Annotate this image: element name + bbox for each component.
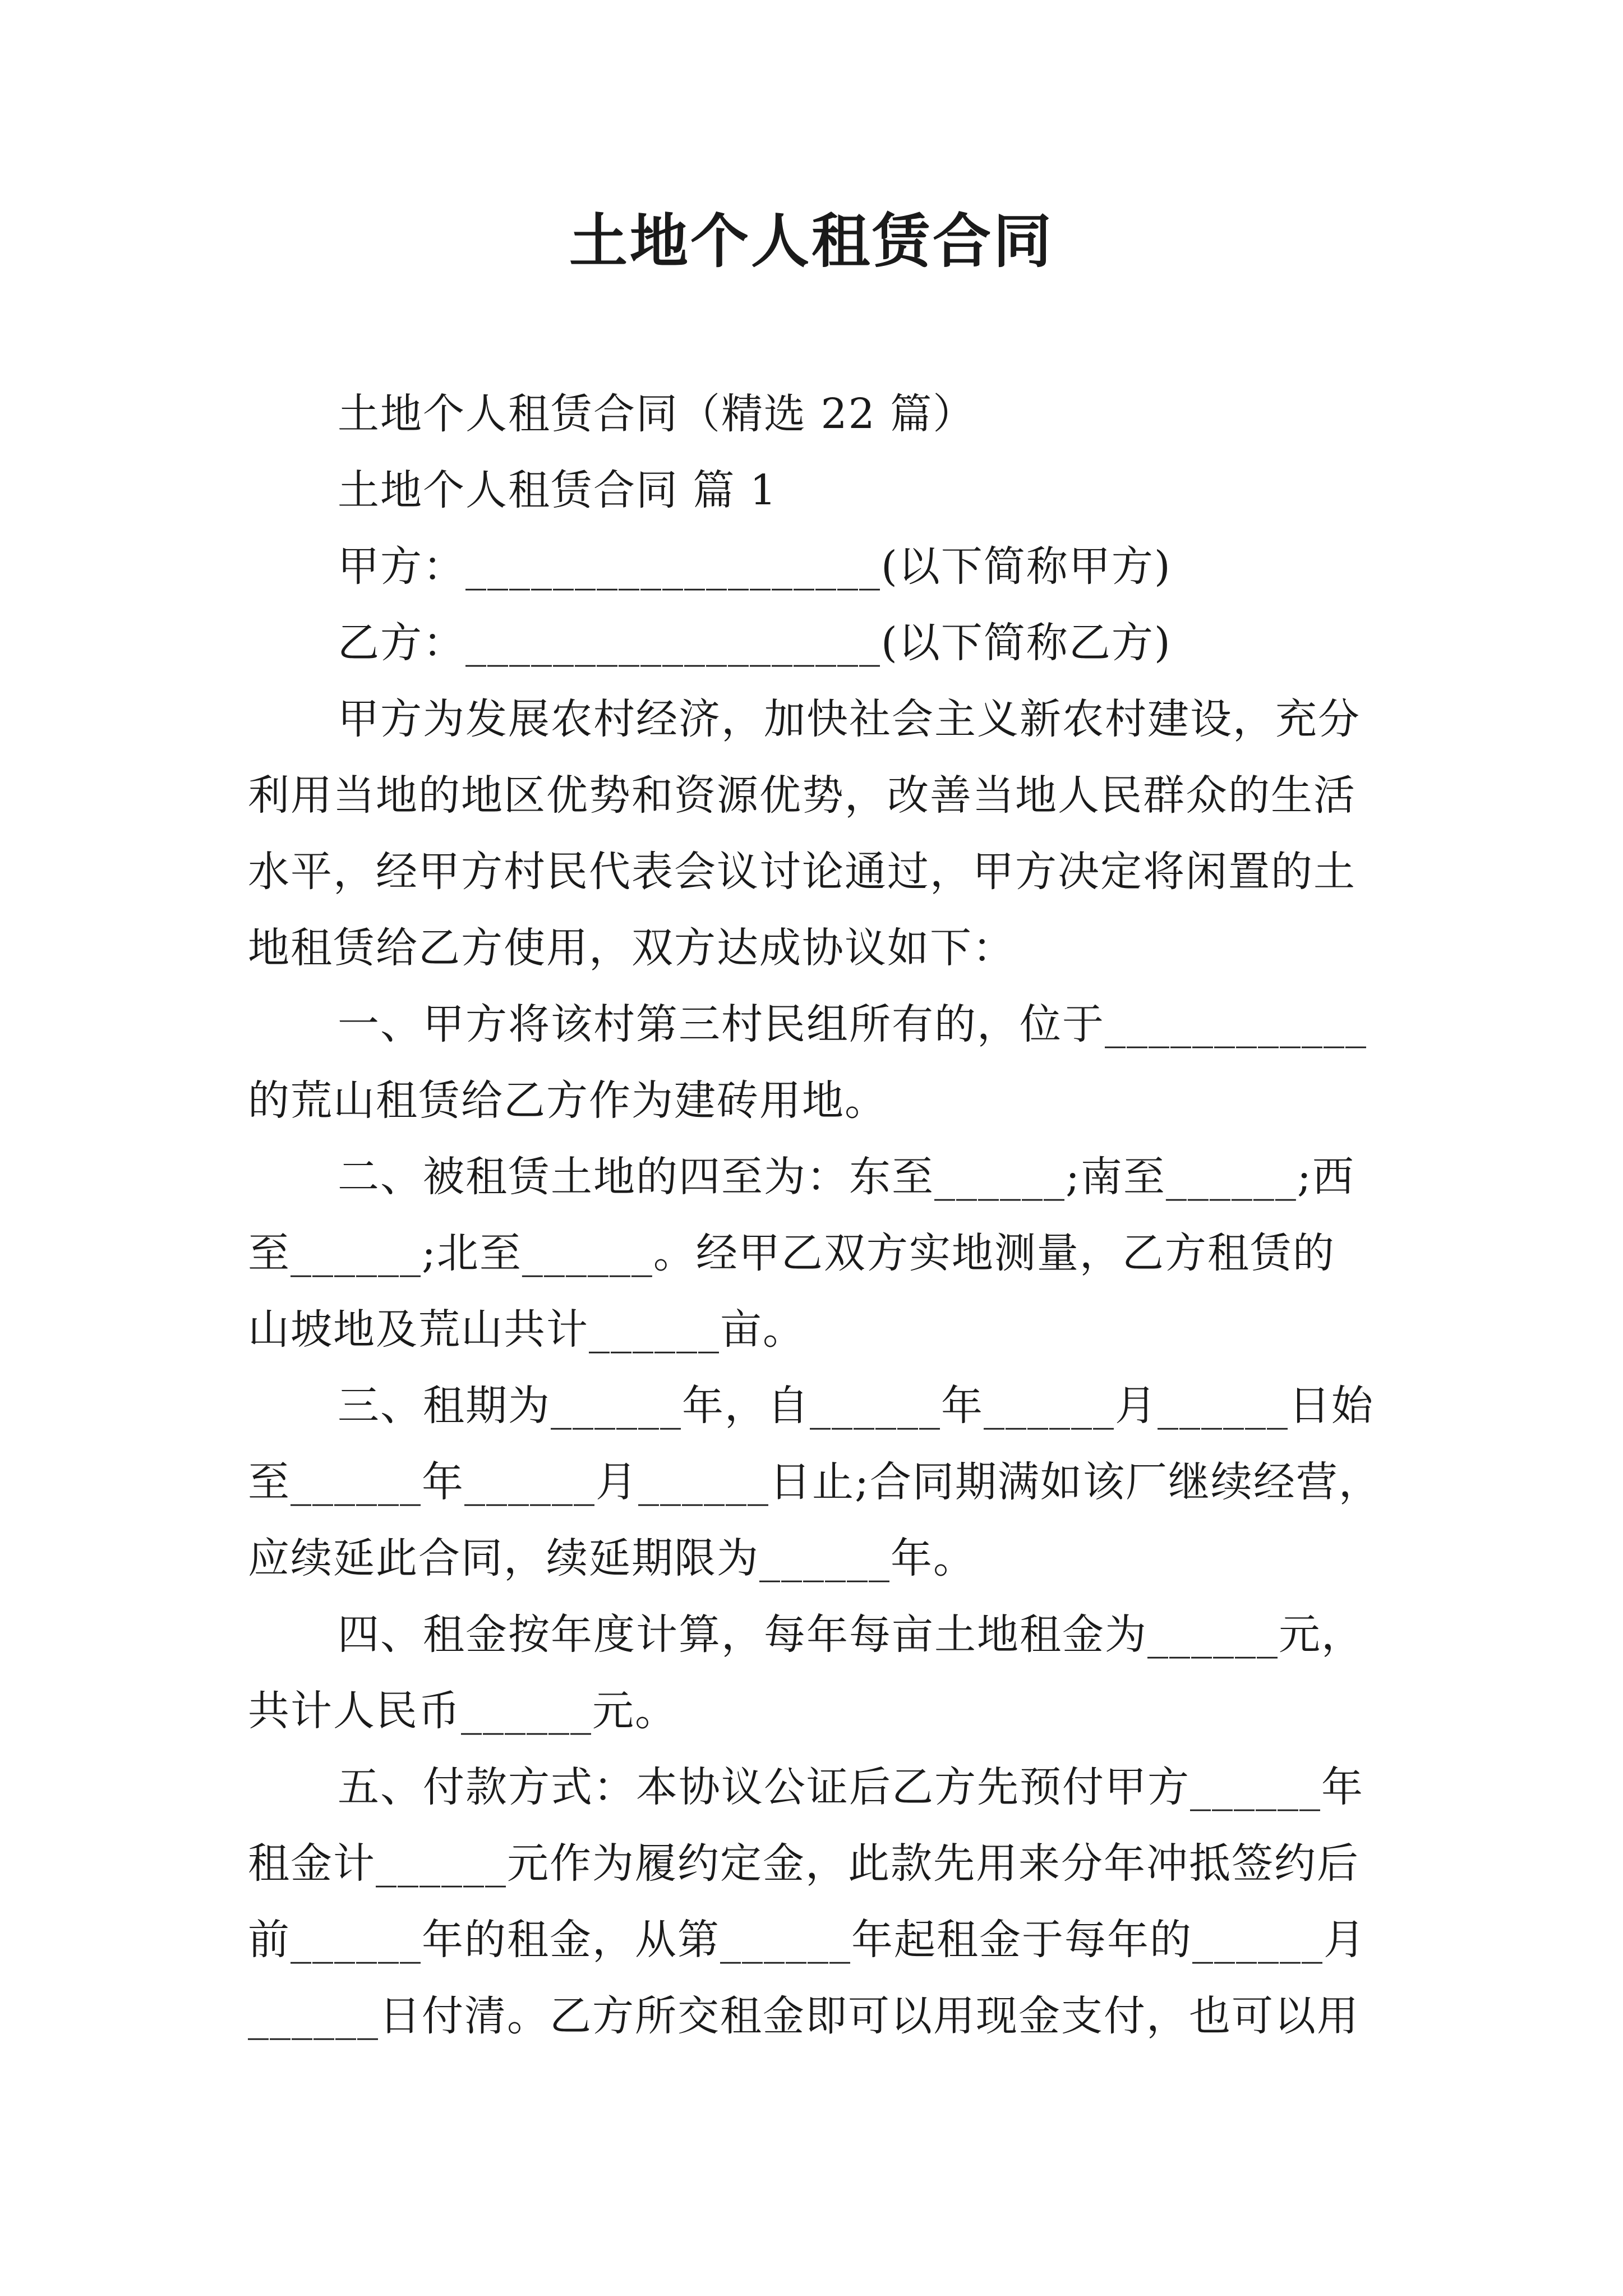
clause-line: 应续延此合同，续延期限为______年。 (248, 1534, 976, 1582)
paragraph-line: 地租赁给乙方使用，双方达成协议如下： (248, 924, 1015, 972)
party-a-line: 甲方：___________________(以下简称甲方) (338, 542, 1172, 591)
clause-line: 前______年的租金，从第______年起租金于每年的______月 (248, 1916, 1366, 1964)
clause-line: 四、租金按年度计算，每年每亩土地租金为______元， (338, 1611, 1364, 1659)
clause-line: 至______年______月______日止;合同期满如该厂继续经营， (248, 1458, 1381, 1506)
paragraph-line: 甲方为发展农村经济，加快社会主义新农村建设，充分 (338, 695, 1361, 743)
clause-line: 租金计______元作为履约定金，此款先用来分年冲抵签约后 (248, 1839, 1359, 1888)
clause-line: 一、甲方将该村第三村民组所有的，位于____________ (338, 1000, 1367, 1048)
clause-line: 二、被租赁土地的四至为：东至______;南至______;西 (338, 1153, 1355, 1201)
paragraph-line: 利用当地的地区优势和资源优势，改善当地人民群众的生活 (248, 771, 1356, 820)
section-heading: 土地个人租赁合同 篇 1 (338, 466, 778, 514)
clause-line: 至______;北至______。经甲乙双方实地测量，乙方租赁的 (248, 1229, 1335, 1277)
clause-line: 的荒山租赁给乙方作为建砖用地。 (248, 1076, 887, 1125)
clause-line: 三、租期为______年，自______年______月______日始 (338, 1382, 1374, 1430)
clause-line: ______日付清。乙方所交租金即可以用现金支付，也可以用 (248, 1992, 1359, 2040)
document-title: 土地个人租赁合同 (569, 206, 1054, 275)
clause-line: 共计人民币______元。 (248, 1687, 677, 1735)
paragraph-line: 水平，经甲方村民代表会议讨论通过，甲方决定将闲置的土 (248, 848, 1356, 896)
document-body (248, 376, 1390, 2054)
clause-line: 山坡地及荒山共计______亩。 (248, 1305, 805, 1354)
clause-line: 五、付款方式：本协议公证后乙方先预付甲方______年 (338, 1763, 1364, 1811)
party-b-line: 乙方：___________________(以下简称乙方) (338, 619, 1172, 667)
subtitle-line: 土地个人租赁合同（精选 22 篇） (338, 390, 976, 438)
